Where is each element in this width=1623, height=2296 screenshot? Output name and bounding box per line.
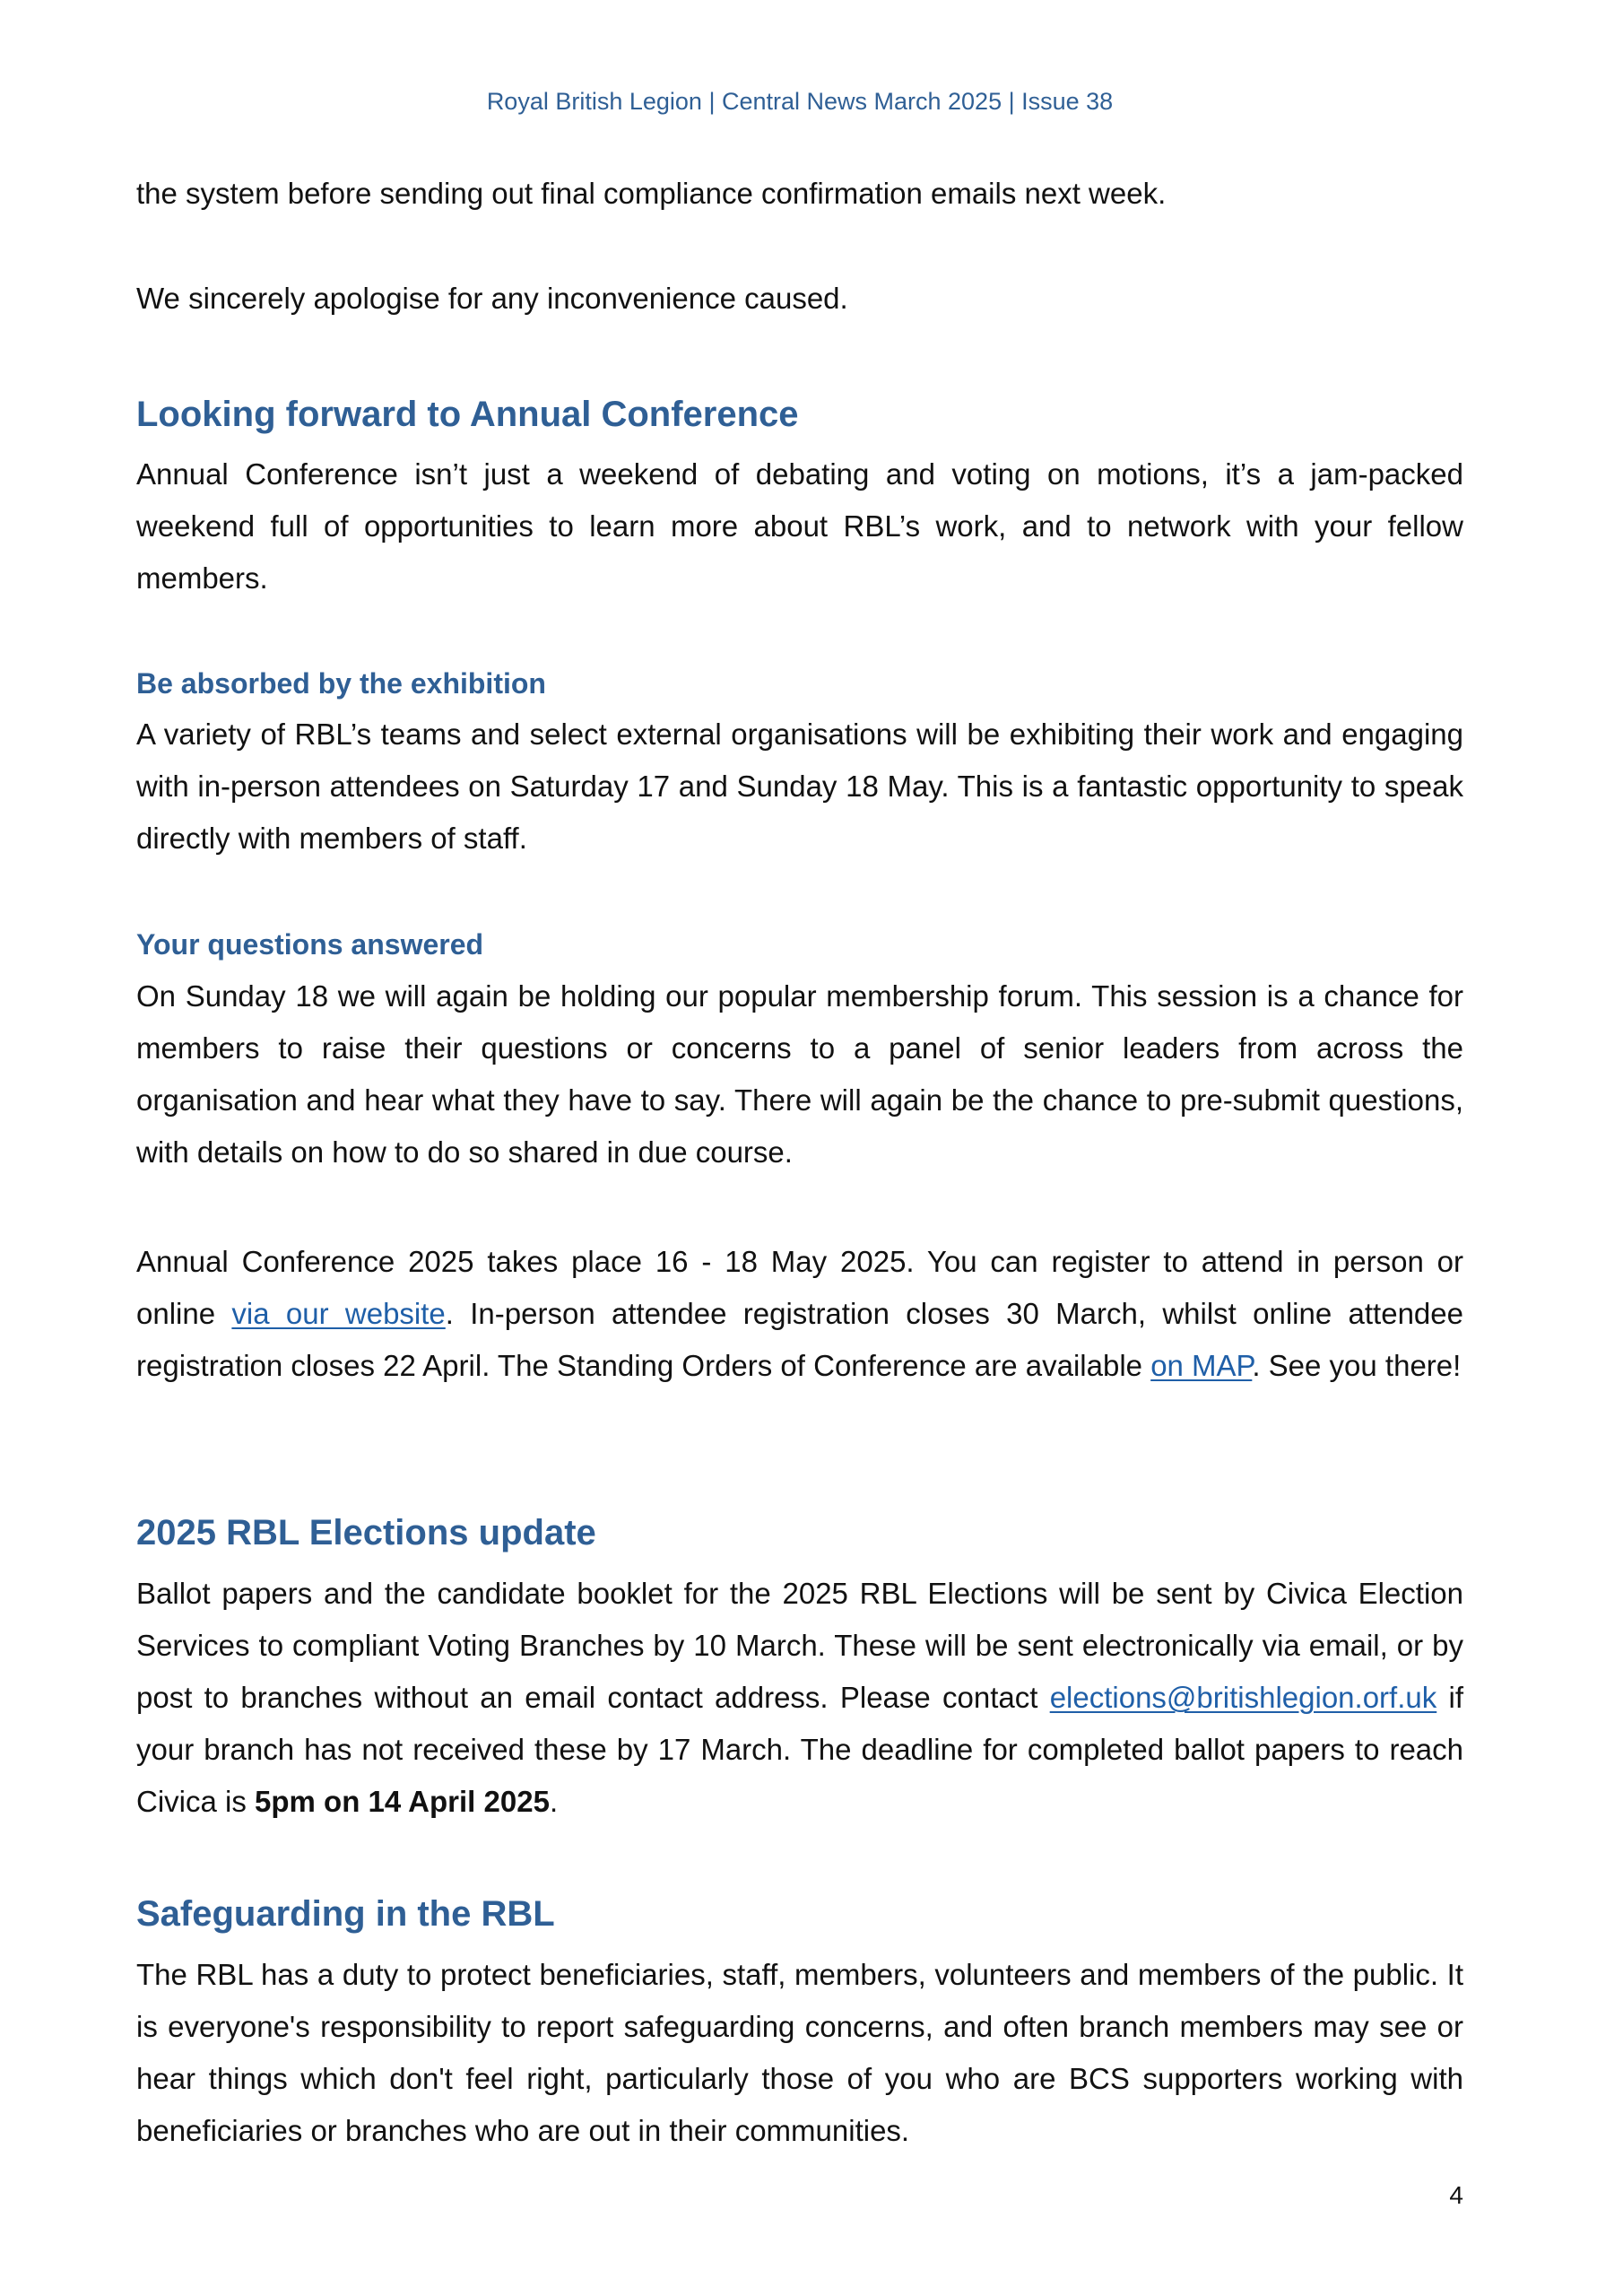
register-text-part-1: Annual Conference 2025 takes place 16 - 18 May 2025. You can register to attend in person or online [136, 1245, 1463, 1330]
conference-intro-block [136, 448, 1463, 604]
elections-heading: 2025 RBL Elections update [136, 1513, 596, 1552]
page-header: Royal British Legion | Central News March 2025 | Issue 38 [486, 88, 1114, 115]
elections-text-part-3: . [549, 1785, 559, 1818]
register-text [136, 1236, 1463, 1392]
elections-text [136, 1568, 1463, 1828]
website-link[interactable]: via our website [231, 1297, 446, 1330]
conference-heading: Looking forward to Annual Conference [136, 395, 799, 434]
register-text-part-3: . See you there! [1252, 1349, 1462, 1382]
apology-block [136, 273, 1463, 325]
questions-text: On Sunday 18 we will again be holding our popular membership forum. This session is a chance for members to raise their questions or concerns to a panel of senior leaders from across the organisation and hear what they have to say. There will again be the chance to pre-submit questions, with details on how to do so shared in due course. [136, 979, 1463, 1169]
exhibition-heading-block [136, 665, 1463, 702]
safeguarding-heading-block [136, 1892, 1463, 1936]
elections-deadline: 5pm on 14 April 2025 [255, 1785, 550, 1818]
elections-text-part-1: Ballot papers and the candidate booklet for the 2025 RBL Elections will be sent by Civica Election Services to compliant Voting Branches by 10 March. These will be sent electronically via email, or by post to branches without an email contact address. Please contact [136, 1577, 1463, 1714]
register-block [136, 1236, 1463, 1392]
elections-email-link[interactable]: elections@britishlegion.orf.uk [1049, 1681, 1437, 1714]
safeguarding-text: The RBL has a duty to protect beneficiaries, staff, members, volunteers and members of the public. It is everyone's responsibility to report safeguarding concerns, and often branch members may see or hear things which don't feel right, particularly those of you who are BCS supporters working with beneficiaries or branches who are out in their communities. [136, 1958, 1463, 2147]
map-link[interactable]: on MAP [1150, 1349, 1253, 1382]
questions-heading-block [136, 926, 1463, 963]
conference-heading-block [136, 392, 1463, 437]
elections-text-block [136, 1568, 1463, 1828]
safeguarding-text-block [136, 1949, 1463, 2157]
exhibition-text-block [136, 709, 1463, 865]
page-number: 4 [1449, 2181, 1463, 2209]
intro-continuation [136, 168, 1463, 220]
apology-line: We sincerely apologise for any inconvenience caused. [136, 282, 848, 315]
elections-text-part-2: if your branch has not received these by 17 March. The deadline for completed ballot papers to reach Civica is [136, 1681, 1463, 1818]
safeguarding-heading: Safeguarding in the RBL [136, 1894, 555, 1934]
questions-heading: Your questions answered [136, 928, 484, 961]
elections-heading-block [136, 1510, 1463, 1555]
exhibition-text: A variety of RBL’s teams and select external organisations will be exhibiting their work and engaging with in-person attendees on Saturday 17 and Sunday 18 May. This is a fantastic opportunity to speak directly with members of staff. [136, 718, 1463, 855]
intro-line: the system before sending out final compliance confirmation emails next week. [136, 177, 1167, 210]
register-text-part-2: . In-person attendee registration closes 30 March, whilst online attendee registration closes 22 April. The Standing Orders of Conference are available [136, 1297, 1463, 1382]
questions-text-block [136, 970, 1463, 1178]
conference-intro: Annual Conference isn’t just a weekend of debating and voting on motions, it’s a jam-packed weekend full of opportunities to learn more about RBL’s work, and to network with your fellow members. [136, 457, 1463, 595]
exhibition-heading: Be absorbed by the exhibition [136, 667, 546, 700]
